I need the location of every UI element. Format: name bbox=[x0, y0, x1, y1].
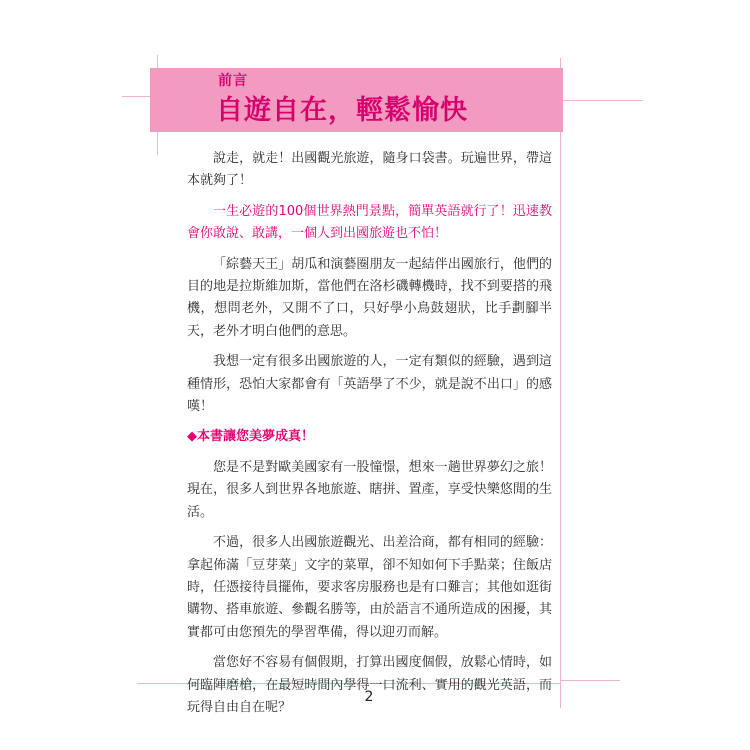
paragraph-highlight: 一生必遊的100個世界熱門景點，簡單英語就行了！迅速教會你敢說、敢講，一個人到出國旅遊也不怕！ bbox=[187, 203, 552, 242]
page-content bbox=[187, 148, 552, 727]
paragraph-intro: 說走，就走！出國觀光旅遊，隨身口袋書。玩遍世界，帶這本就夠了！ bbox=[187, 151, 552, 189]
paragraph-vacation: 當您好不容易有個假期，打算出國度個假，放鬆心情時，如何臨陣磨槍，在最短時間內學得一口流利、實用的觀光英語，而玩得自由自在呢？ bbox=[187, 655, 552, 715]
paragraph-experience: 我想一定有很多出國旅遊的人，一定有類似的經驗，遇到這種情形，恐怕大家都會有「英語學了不少，就是說不出口」的感嘆！ bbox=[187, 354, 552, 415]
paragraph-dream: 您是不是對歐美國家有一股憧憬，想來一趟世界夢幻之旅！現在，很多人到世界各地旅遊、瞎拼、置產，享受快樂悠閒的生活。 bbox=[187, 459, 552, 520]
header-title: 自遊自在，輕鬆愉快 bbox=[216, 95, 468, 126]
paragraph-problems: 不過，很多人出國旅遊觀光、出差洽商，都有相同的經驗：拿起佈滿「豆芽菜」文字的菜單，卻不知如何下手點菜；住飯店時，任憑接待員擺佈，要求客房服務也是有口難言；其他如逛街購物、搭車旅遊、參觀名勝等，由於語言不通所造成的困擾，其實都可由您預先的學習準備，得以迎刃而解。 bbox=[187, 535, 552, 640]
page-number: 2 bbox=[364, 689, 374, 705]
crop-line-bottom-right bbox=[560, 680, 620, 681]
header-subtitle: 前言 bbox=[218, 73, 248, 89]
paragraph-story: 「綜藝天王」胡瓜和演藝圈朋友一起結伴出國旅行，他們的目的地是拉斯維加斯，當他們在洛杉磯轉機時，找不到要搭的飛機，想問老外，又開不了口，只好學小鳥鼓翅狀，比手劃腳半天，老外才明白他們的意思。 bbox=[187, 256, 552, 339]
crop-line-right bbox=[560, 58, 561, 708]
crop-line-top-right bbox=[563, 100, 643, 101]
section-heading: ◆本書讓您美夢成真！ bbox=[187, 429, 314, 445]
